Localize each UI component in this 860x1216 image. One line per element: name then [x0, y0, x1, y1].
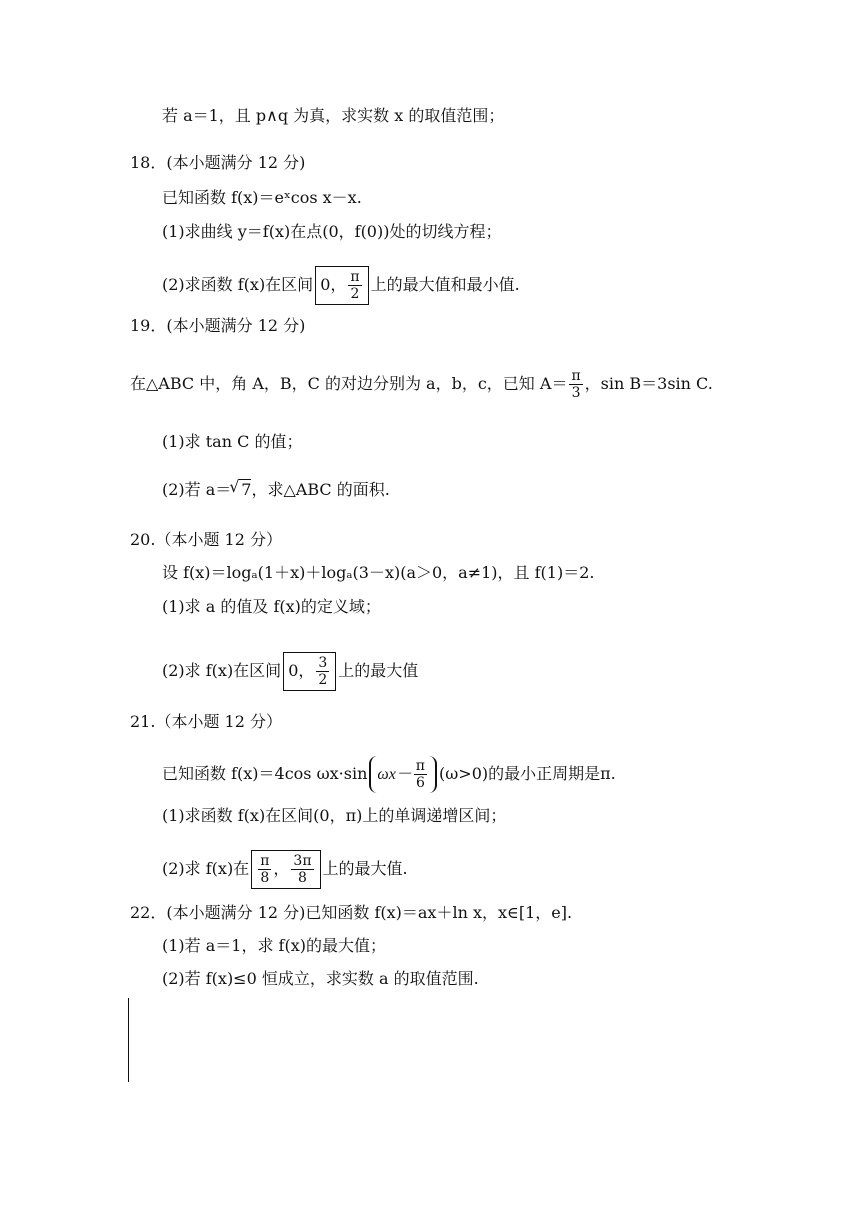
q21-given [162, 756, 616, 793]
q21-part2 [162, 850, 408, 889]
q18-frac-den: 2 [350, 286, 360, 302]
q21-frac1-num: π [260, 853, 270, 869]
q19-sqrt: √ 7 [239, 479, 251, 499]
q18-fraction [348, 269, 361, 302]
q21-frac-num: π [415, 758, 425, 774]
q21-given-pre: 已知函数 f(x)＝4cos ωx·sin [162, 764, 368, 783]
q20-fraction [316, 655, 329, 688]
q18-interval [315, 266, 368, 305]
q20-interval [283, 652, 336, 691]
q19-part2-post: ，求△ABC 的面积. [251, 480, 390, 499]
q20-heading: 20.（本小题 12 分） [130, 530, 282, 549]
q21-part1: (1)求函数 f(x)在区间(0，π)上的单调递增区间； [162, 806, 507, 825]
q20-part2 [162, 652, 418, 691]
q20-frac-den: 2 [318, 672, 328, 688]
q21-paren [369, 756, 437, 793]
q21-interval-sep: ， [273, 859, 290, 878]
q19-part2-pre: (2)若 a＝ [162, 480, 232, 499]
q20-frac-num: 3 [318, 655, 328, 671]
q21-frac2 [291, 853, 313, 886]
q21-paren-left: ωx－ [377, 766, 412, 783]
q21-frac1-den: 8 [260, 870, 270, 886]
q22-part2: (2)若 f(x)≤0 恒成立，求实数 a 的取值范围. [162, 969, 479, 988]
margin-rule [128, 998, 129, 1082]
q21-fraction [414, 758, 427, 791]
q21-frac-den: 6 [415, 775, 425, 791]
q22-part1: (1)若 a＝1，求 f(x)的最大值； [162, 936, 386, 955]
q18-part2-post: 上的最大值和最小值. [370, 275, 520, 294]
q19-given-post: ，sin B＝3sin C. [584, 374, 713, 393]
q21-interval [251, 850, 320, 889]
q19-part1: (1)求 tan C 的值； [162, 432, 303, 451]
q21-frac2-num: 3π [293, 853, 312, 869]
q18-frac-num: π [350, 269, 360, 285]
q18-part1: (1)求曲线 y＝f(x)在点(0，f(0))处的切线方程； [162, 222, 502, 241]
q20-interval-left: 0， [288, 661, 315, 680]
q19-heading: 19．(本小题满分 12 分) [130, 316, 306, 335]
q18-part2 [162, 266, 520, 305]
q19-given-pre: 在△ABC 中，角 A，B，C 的对边分别为 a，b，c，已知 A＝ [130, 374, 568, 393]
q21-given-post: (ω>0)的最小正周期是π. [439, 764, 616, 783]
q22-heading-given: 22．(本小题满分 12 分)已知函数 f(x)＝ax＋ln x，x∈[1，e]. [130, 903, 573, 922]
q19-part2 [162, 480, 390, 500]
q21-part2-pre: (2)求 f(x)在 [162, 859, 250, 878]
q18-heading: 18．(本小题满分 12 分) [130, 153, 306, 172]
q20-part2-pre: (2)求 f(x)在区间 [162, 661, 282, 680]
q19-frac-num: π [571, 368, 581, 384]
q19-fraction [569, 368, 582, 401]
q18-part2-pre: (2)求函数 f(x)在区间 [162, 275, 314, 294]
q18-interval-left: 0， [320, 275, 347, 294]
q20-given: 设 f(x)＝logₐ(1＋x)＋logₐ(3－x)(a＞0，a≠1)，且 f(1)＝2. [162, 563, 595, 582]
q20-part1: (1)求 a 的值及 f(x)的定义域； [162, 597, 381, 616]
q18-given: 已知函数 f(x)＝eˣcos x－x. [162, 188, 362, 207]
top-condition-line: 若 a＝1，且 p∧q 为真，求实数 x 的取值范围； [162, 106, 505, 125]
q21-part2-post: 上的最大值. [322, 859, 408, 878]
q21-frac1 [258, 853, 271, 886]
q21-frac2-den: 8 [298, 870, 307, 886]
q21-heading: 21.（本小题 12 分） [130, 712, 282, 731]
q19-frac-den: 3 [571, 385, 581, 401]
q19-given [130, 368, 713, 401]
q20-part2-post: 上的最大值 [338, 661, 419, 680]
